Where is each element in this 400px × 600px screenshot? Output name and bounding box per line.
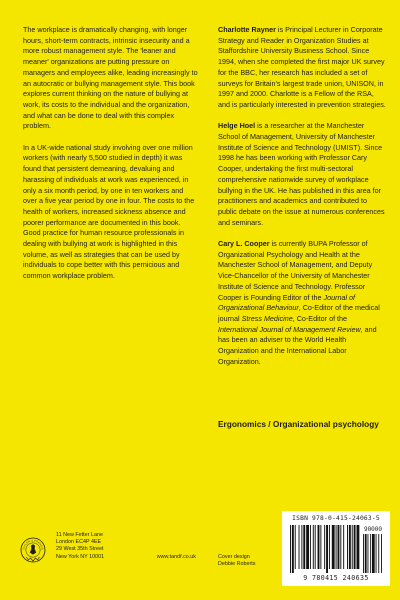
subject-category: Ergonomics / Organizational psychology: [218, 419, 379, 429]
publisher-address: [56, 532, 196, 561]
journal-title-1: Journal of Organizational Behaviour: [218, 292, 356, 313]
barcode-bar: [347, 525, 348, 569]
barcode-bar: [290, 525, 291, 573]
barcode-bar: [332, 525, 335, 569]
taylor-francis-logo-icon: [20, 526, 46, 572]
logo-lettering: TAYLOR & FRANCIS: [22, 539, 44, 551]
author-text-cooper-1: is currently BUPA Professor of Organizational Psychology and Health at the Manchester School of Management, and Deputy Vice-Chancellor of the University of Manchester Institute of Science and Technology. Professor Cooper is Founding Editor of the: [218, 239, 373, 302]
barcode-bar: [326, 525, 328, 573]
barcode-bar: [318, 525, 320, 569]
barcode-bar: [313, 525, 314, 569]
publisher-website: www.tandf.co.uk: [156, 553, 196, 560]
author-bios: [218, 25, 386, 378]
barcode-addon-bar: [370, 534, 371, 573]
barcode-addon-bar: [363, 534, 364, 573]
cover-design-credit: [218, 554, 278, 568]
barcode-bar: [306, 525, 309, 569]
barcode-bar: [310, 525, 311, 569]
barcode-addon-bar: [378, 534, 379, 573]
author-bio-rayner: [218, 25, 386, 111]
blurb-paragraph-2: In a UK-wide national study involving over one million workers (with nearly 5,500 studied in depth) it was found that persistent demeaning, devaluing and harassing of individuals at work was experienced, in only a six month period, by one in ten workers and over a five year period by one in four. The costs to the health of workers, increased sickness absence and poorer performance are documented in this book. Good practice for human resource professionals in dealing with bullying at work is highlighted in this volume, as well as strategies that can be used by individuals to cope better with this pernicious and common workplace problem.: [23, 142, 195, 281]
author-text-cooper-2: , Co-Editor of the medical journal: [218, 303, 380, 323]
author-bio-cooper: [218, 239, 386, 367]
author-name-cooper: Cary L. Cooper: [218, 239, 270, 249]
author-text-cooper-3: , Co-Editor of the: [292, 313, 348, 323]
address-line-2: London EC4P 4EE: [56, 539, 102, 546]
journal-title-2: Stress Medicine: [241, 313, 293, 323]
barcode-bar: [329, 525, 330, 569]
barcode-addon-bar: [368, 534, 369, 573]
barcode-bar: [357, 525, 360, 569]
author-bio-hoel: [218, 121, 386, 228]
cover-design-label: Cover design: [218, 554, 250, 560]
barcode-price-code: 90000: [363, 526, 383, 533]
barcode-bar: [299, 525, 300, 569]
barcode-bar: [315, 525, 316, 569]
barcode-bar: [292, 525, 294, 573]
barcode-bar: [338, 525, 340, 569]
blurb-paragraph-1: The workplace is dramatically changing, with longer hours, short-term contracts, intrinsic insecurity and a more robust management style. The 'leaner and meaner' organizations are putting pressure on managers and employees alike, leading increasingly to an autocratic or bullying management style. This book explores current thinking on the nature of bullying at work, its costs to the individual and the organization, and what can be done to deal with this complex problem.: [23, 25, 198, 131]
barcode-addon-bar: [381, 534, 382, 573]
barcode-addon-bar: [365, 534, 367, 573]
barcode-addon-bar: [372, 534, 375, 573]
barcode-bar: [320, 525, 321, 569]
address-line-3: 29 West 35th Street: [56, 546, 104, 553]
barcode-bar: [354, 525, 356, 569]
cover-designer-name: Debbie Roberts: [218, 561, 256, 568]
barcode-digits: 9 780415 240635: [303, 574, 369, 582]
barcode-bar: [336, 525, 337, 569]
barcode-bar: [303, 525, 305, 569]
barcode-bar: [301, 525, 302, 569]
address-row-4: [56, 554, 196, 561]
author-name-rayner: Charlotte Rayner: [218, 25, 276, 34]
barcode-bar: [352, 525, 353, 569]
barcode-bar: [349, 525, 351, 569]
journal-title-3: International Journal of Management Review: [218, 324, 361, 334]
author-text-cooper-4: , and has been an adviser to the World Health Organization and the International Labor Organization.: [218, 324, 377, 366]
barcode-bar: [343, 525, 344, 569]
barcode-bars-icon: [288, 525, 384, 573]
book-blurb: [23, 25, 199, 293]
barcode-bar: [324, 525, 325, 569]
barcode-bar: [295, 525, 296, 569]
author-text-rayner: is Principal Lecturer in Corporate Strategy and Reader in Organization Studies at Staffordshire University Business School. Since 1994, when she completed the first major UK survey for the BBC, her research has included a set of surveys for Britain's largest trade union, UNISON, in 1997 and 2000. Charlotte is a Fellow of the RSA, and is particularly interested in prevention strategies.: [218, 25, 386, 109]
isbn-number: ISBN 978-0-415-24063-5: [292, 515, 380, 522]
address-line-1: 11 New Fetter Lane: [56, 532, 103, 538]
author-text-hoel: is a researcher at the Manchester School of Management, University of Manchester Institute of Science and Technology (UMIST). Since 1998 he has been working with Professor Cary Cooper, undertaking the first multi-sectoral comprehensive nationwide survey of workplace bullying in the UK. He has published in this area for practitioners and academics and contributed to public debate on the issue at numerous conferences and seminars.: [218, 121, 385, 227]
barcode-addon-bar: [376, 534, 377, 573]
barcode-bar: [340, 525, 341, 569]
address-line-4: New York NY 10001: [56, 553, 105, 560]
author-name-hoel: Helge Hoel: [218, 121, 256, 131]
isbn-text: [282, 515, 390, 522]
isbn-barcode: [282, 511, 390, 586]
